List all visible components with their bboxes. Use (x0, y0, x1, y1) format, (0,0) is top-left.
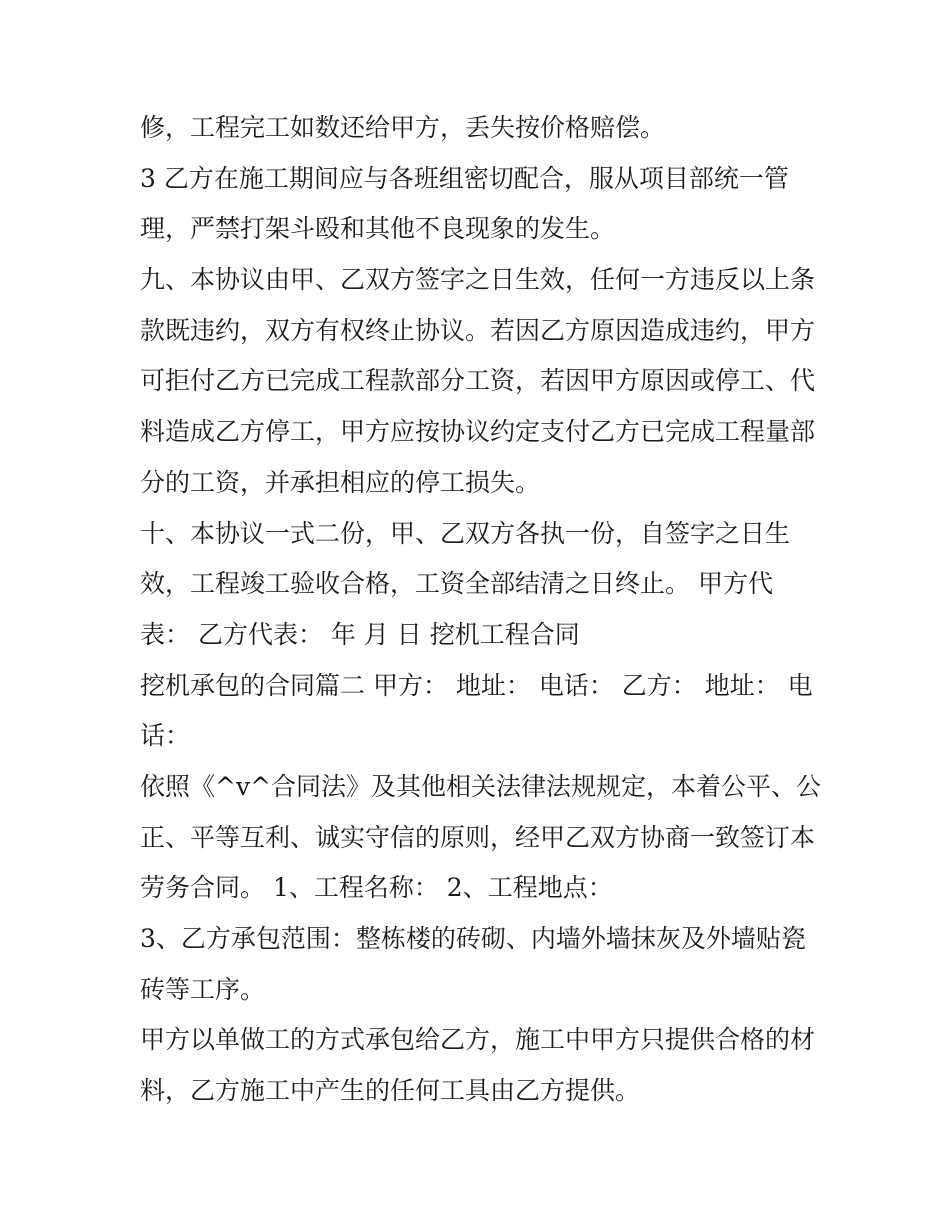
document-body (140, 103, 820, 1117)
text-line: 砖等工序。 (140, 974, 266, 1004)
text-line: 甲方以单做工的方式承包给乙方，施工中甲方只提供合格的材 (140, 1025, 816, 1055)
text-line: 表： 乙方代表： 年 月 日 挖机工程合同 (140, 619, 580, 649)
text-line: 九、本协议由甲、乙双方签字之日生效，任何一方违反以上条 (140, 265, 816, 295)
text-line: 十、本协议一式二份，甲、乙双方各执一份，自签字之日生 (140, 518, 791, 548)
text-line: 款既违约，双方有权终止协议。若因乙方原因造成违约，甲方 (140, 315, 816, 345)
text-line: 劳务合同。 1、工程名称： 2、工程地点： (140, 873, 613, 903)
text-line: 效，工程竣工验收合格，工资全部结清之日终止。 甲方代 (140, 569, 773, 599)
text-line: 话： (140, 721, 191, 751)
text-line: 分的工资，并承担相应的停工损失。 (140, 467, 541, 497)
text-line: 依照《^v^合同法》及其他相关法律法规规定，本着公平、公 (140, 771, 822, 801)
text-line: 可拒付乙方已完成工程款部分工资，若因甲方原因或停工、代 (140, 366, 816, 396)
text-line: 料，乙方施工中产生的任何工具由乙方提供。 (140, 1076, 641, 1106)
text-line: 料造成乙方停工，甲方应按协议约定支付乙方已完成工程量部 (140, 417, 816, 447)
text-line: 3、乙方承包范围：整栋楼的砖砌、内墙外墙抹灰及外墙贴瓷 (140, 924, 806, 953)
text-line: 理，严禁打架斗殴和其他不良现象的发生。 (140, 214, 616, 244)
text-line: 3 乙方在施工期间应与各班组密切配合，服从项目部统一管 (140, 163, 789, 193)
text-line: 正、平等互利、诚实守信的原则，经甲乙双方协商一致签订本 (140, 822, 816, 852)
text-line: 修，工程完工如数还给甲方，丢失按价格赔偿。 (140, 113, 666, 142)
text-line: 挖机承包的合同篇二 甲方： 地址： 电话： 乙方： 地址： 电 (140, 670, 813, 700)
